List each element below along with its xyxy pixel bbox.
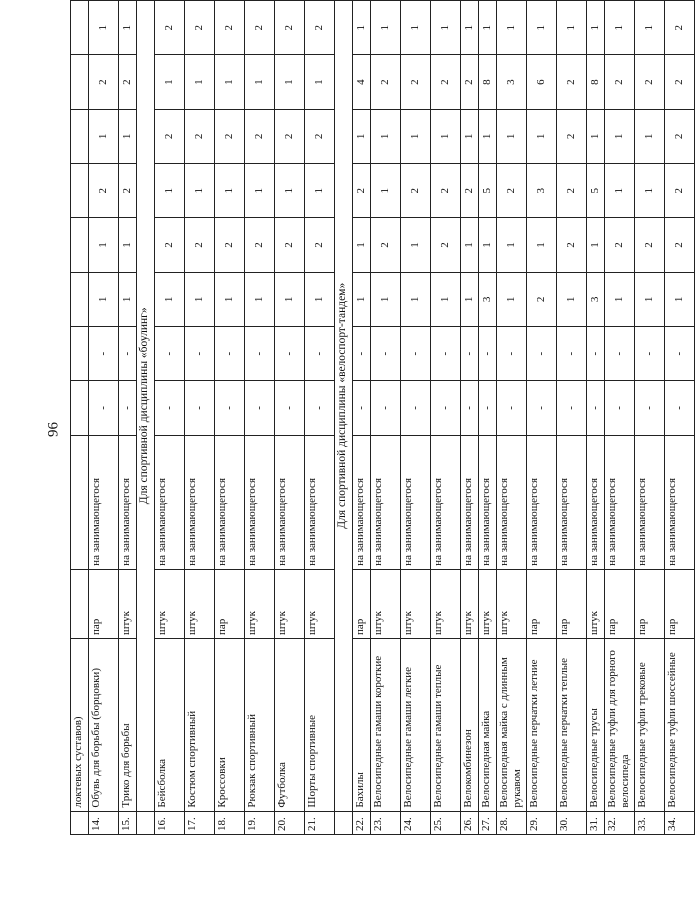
cell-c7: 2 <box>635 55 665 109</box>
cell-no: 20. <box>275 811 305 834</box>
cell-c3: 1 <box>401 272 431 326</box>
cell-c8: 1 <box>497 1 527 55</box>
cell-c4: 2 <box>185 218 215 272</box>
cell-unit: пар <box>353 569 371 638</box>
cell-c7: 1 <box>305 55 335 109</box>
cell-c8: 2 <box>665 1 695 55</box>
table-row <box>353 1 371 835</box>
cell-unit: пар <box>665 569 695 638</box>
cell-c4: 2 <box>605 218 635 272</box>
cell-unit: штук <box>587 569 605 638</box>
cell-c2: - <box>665 326 695 380</box>
cell-c8: 2 <box>245 1 275 55</box>
cell-name: Бейсболка <box>155 639 185 812</box>
cell-who: на занимающегося <box>155 435 185 569</box>
cell-c5: 1 <box>155 164 185 218</box>
cell-name: Велосипедная майка с длинным рукавом <box>497 639 527 812</box>
cell-c6: 1 <box>461 109 479 163</box>
table-row <box>497 1 527 835</box>
cell-name: Обувь для борьбы (борцовки) <box>89 639 119 812</box>
cell-who: на занимающегося <box>557 435 587 569</box>
cell-no <box>71 811 89 834</box>
cell-unit: штук <box>185 569 215 638</box>
table-row <box>119 1 137 835</box>
cell-c1: - <box>275 381 305 435</box>
cell-name: локтевых суставов) <box>71 639 89 812</box>
section-header-bowling: Для спортивной дисциплины «боулинг» <box>137 1 155 812</box>
cell-c6: 1 <box>89 109 119 163</box>
cell-unit: пар <box>557 569 587 638</box>
table-row <box>461 1 479 835</box>
cell-no: 28. <box>497 811 527 834</box>
cell-c4: 1 <box>497 218 527 272</box>
cell-c8: 1 <box>557 1 587 55</box>
cell-c4: 2 <box>557 218 587 272</box>
section-row-bowling <box>137 1 155 835</box>
cell-who: на занимающегося <box>527 435 557 569</box>
cell-c2: - <box>89 326 119 380</box>
cell-no: 24. <box>401 811 431 834</box>
cell-c1: - <box>497 381 527 435</box>
cell-name: Велосипедные туфли для горного велосипеда <box>605 639 635 812</box>
cell-unit: штук <box>461 569 479 638</box>
cell-c2: - <box>635 326 665 380</box>
cell-c4: 2 <box>305 218 335 272</box>
cell-c1: - <box>461 381 479 435</box>
cell-who: на занимающегося <box>635 435 665 569</box>
cell-c7: 1 <box>215 55 245 109</box>
cell-name: Велосипедные гамаши теплые <box>431 639 461 812</box>
cell-who: на занимающегося <box>371 435 401 569</box>
cell-c3: 1 <box>185 272 215 326</box>
cell-c6: 2 <box>665 109 695 163</box>
table-row <box>479 1 497 835</box>
cell-c5: 2 <box>665 164 695 218</box>
cell-who: на занимающегося <box>245 435 275 569</box>
cell-c7: 4 <box>353 55 371 109</box>
cell-c5: 5 <box>479 164 497 218</box>
cell-c1: - <box>371 381 401 435</box>
cell-no: 14. <box>89 811 119 834</box>
cell-c3: 1 <box>275 272 305 326</box>
cell-c5: 2 <box>557 164 587 218</box>
cell-c5: 1 <box>305 164 335 218</box>
cell-name: Костюм спортивный <box>185 639 215 812</box>
cell-c4: 2 <box>665 218 695 272</box>
cell-unit: штук <box>431 569 461 638</box>
cell-c7: 1 <box>245 55 275 109</box>
cell-c6: 1 <box>431 109 461 163</box>
page-number: 96 <box>45 422 62 437</box>
cell-unit: штук <box>371 569 401 638</box>
cell-unit: штук <box>275 569 305 638</box>
cell-unit: штук <box>497 569 527 638</box>
cell-c6: 2 <box>185 109 215 163</box>
cell-c8: 2 <box>215 1 245 55</box>
cell-c8: 1 <box>119 1 137 55</box>
cell-c2: - <box>119 326 137 380</box>
cell-unit: штук <box>305 569 335 638</box>
cell-no: 30. <box>557 811 587 834</box>
cell-c6: 1 <box>527 109 557 163</box>
cell-c1: - <box>89 381 119 435</box>
cell-c3: 1 <box>155 272 185 326</box>
table-row <box>155 1 185 835</box>
cell-no: 22. <box>353 811 371 834</box>
cell-who: на занимающегося <box>605 435 635 569</box>
cell-c8: 1 <box>527 1 557 55</box>
cell-name: Велосипедные перчатки теплые <box>557 639 587 812</box>
cell-unit: пар <box>635 569 665 638</box>
table-row <box>605 1 635 835</box>
table-row <box>215 1 245 835</box>
table-row <box>401 1 431 835</box>
cell-c4: 2 <box>635 218 665 272</box>
cell-c2: - <box>431 326 461 380</box>
cell-c3: 1 <box>605 272 635 326</box>
table-row <box>305 1 335 835</box>
table-body-b <box>155 1 335 835</box>
cell-no: 16. <box>155 811 185 834</box>
cell-c5: 1 <box>245 164 275 218</box>
cell-c4: 1 <box>527 218 557 272</box>
cell-name: Шорты спортивные <box>305 639 335 812</box>
cell-c6 <box>71 109 89 163</box>
cell-unit: штук <box>119 569 137 638</box>
cell-c5: 2 <box>119 164 137 218</box>
cell-c5: 3 <box>527 164 557 218</box>
cell-no: 21. <box>305 811 335 834</box>
table-row <box>275 1 305 835</box>
cell-c8: 1 <box>431 1 461 55</box>
cell-name: Велосипедная майка <box>479 639 497 812</box>
cell-who: на занимающегося <box>401 435 431 569</box>
cell-c5: 1 <box>185 164 215 218</box>
cell-c4: 2 <box>275 218 305 272</box>
cell-c4 <box>71 218 89 272</box>
cell-c3: 1 <box>119 272 137 326</box>
cell-c2: - <box>371 326 401 380</box>
cell-c4: 2 <box>215 218 245 272</box>
cell-name: Футболка <box>275 639 305 812</box>
cell-who: на занимающегося <box>215 435 245 569</box>
cell-c2: - <box>479 326 497 380</box>
cell-c4: 1 <box>353 218 371 272</box>
cell-c7: 2 <box>119 55 137 109</box>
cell-unit: штук <box>401 569 431 638</box>
cell-c7: 1 <box>275 55 305 109</box>
cell-c6: 1 <box>587 109 605 163</box>
cell-who: на занимающегося <box>353 435 371 569</box>
section-row-tandem <box>335 1 353 835</box>
cell-unit: пар <box>89 569 119 638</box>
cell-c7: 2 <box>401 55 431 109</box>
cell-c7: 2 <box>431 55 461 109</box>
cell-c5: 2 <box>89 164 119 218</box>
cell-c3: 1 <box>431 272 461 326</box>
table-row <box>185 1 215 835</box>
cell-no: 32. <box>605 811 635 834</box>
table-body-c <box>353 1 695 835</box>
cell-no: 25. <box>431 811 461 834</box>
cell-c6: 1 <box>401 109 431 163</box>
cell-c4: 1 <box>89 218 119 272</box>
cell-c2: - <box>215 326 245 380</box>
cell-c6: 1 <box>605 109 635 163</box>
table-row <box>431 1 461 835</box>
section-header-tandem: Для спортивной дисциплины «велоспорт-тандем» <box>335 1 353 812</box>
cell-c1: - <box>305 381 335 435</box>
cell-name: Трико для борьбы <box>119 639 137 812</box>
cell-c6: 2 <box>557 109 587 163</box>
cell-c7: 2 <box>89 55 119 109</box>
cell-unit: пар <box>527 569 557 638</box>
table-row <box>527 1 557 835</box>
cell-c3: 1 <box>305 272 335 326</box>
cell-c2: - <box>461 326 479 380</box>
cell-who: на занимающегося <box>305 435 335 569</box>
cell-c7: 2 <box>605 55 635 109</box>
cell-c2: - <box>401 326 431 380</box>
cell-c7: 3 <box>497 55 527 109</box>
cell-c4: 2 <box>245 218 275 272</box>
cell-who: на занимающегося <box>461 435 479 569</box>
cell-no: 15. <box>119 811 137 834</box>
cell-c7: 8 <box>587 55 605 109</box>
cell-c3: 1 <box>371 272 401 326</box>
cell-c1: - <box>479 381 497 435</box>
cell-c1: - <box>185 381 215 435</box>
cell-name: Рюкзак спортивный <box>245 639 275 812</box>
cell-unit: пар <box>215 569 245 638</box>
cell-name: Велосипедные перчатки летние <box>527 639 557 812</box>
cell-c2: - <box>305 326 335 380</box>
cell-c8: 1 <box>353 1 371 55</box>
cell-unit <box>71 569 89 638</box>
cell-c8: 2 <box>185 1 215 55</box>
cell-c7: 2 <box>557 55 587 109</box>
cell-c4: 1 <box>119 218 137 272</box>
cell-c1: - <box>587 381 605 435</box>
cell-no: 34. <box>665 811 695 834</box>
cell-c1: - <box>635 381 665 435</box>
cell-no: 31. <box>587 811 605 834</box>
cell-c5 <box>71 164 89 218</box>
cell-c7: 6 <box>527 55 557 109</box>
cell-c5: 2 <box>431 164 461 218</box>
cell-c2: - <box>557 326 587 380</box>
cell-c3: 1 <box>89 272 119 326</box>
cell-c7: 1 <box>185 55 215 109</box>
cell-who: на занимающегося <box>89 435 119 569</box>
cell-c5: 2 <box>401 164 431 218</box>
cell-c4: 1 <box>401 218 431 272</box>
cell-c1: - <box>527 381 557 435</box>
cell-c5: 2 <box>497 164 527 218</box>
cell-name: Бахилы <box>353 639 371 812</box>
cell-c5: 1 <box>635 164 665 218</box>
cell-c6: 1 <box>371 109 401 163</box>
cell-c4: 1 <box>479 218 497 272</box>
cell-name: Велосипедные туфли шоссейные <box>665 639 695 812</box>
cell-c2: - <box>587 326 605 380</box>
cell-c3: 1 <box>497 272 527 326</box>
cell-c2: - <box>353 326 371 380</box>
cell-no: 29. <box>527 811 557 834</box>
cell-c6: 2 <box>215 109 245 163</box>
cell-c5: 5 <box>587 164 605 218</box>
cell-c1: - <box>605 381 635 435</box>
cell-unit: пар <box>605 569 635 638</box>
cell-c1: - <box>665 381 695 435</box>
cell-c8: 2 <box>155 1 185 55</box>
cell-c5: 1 <box>215 164 245 218</box>
cell-c8: 2 <box>275 1 305 55</box>
cell-who: на занимающегося <box>665 435 695 569</box>
cell-c5: 1 <box>275 164 305 218</box>
cell-c6: 1 <box>119 109 137 163</box>
table-row <box>557 1 587 835</box>
cell-c3: 3 <box>587 272 605 326</box>
cell-c4: 2 <box>371 218 401 272</box>
cell-c1: - <box>401 381 431 435</box>
cell-c6: 2 <box>305 109 335 163</box>
cell-no: 23. <box>371 811 401 834</box>
cell-who: на занимающегося <box>185 435 215 569</box>
cell-c1: - <box>215 381 245 435</box>
cell-no: 18. <box>215 811 245 834</box>
cell-who: на занимающегося <box>119 435 137 569</box>
cell-c4: 1 <box>461 218 479 272</box>
cell-c7 <box>71 55 89 109</box>
cell-no: 17. <box>185 811 215 834</box>
cell-c2: - <box>155 326 185 380</box>
cell-c2 <box>71 326 89 380</box>
table-row <box>71 1 89 835</box>
table-row <box>635 1 665 835</box>
cell-who: на занимающегося <box>497 435 527 569</box>
cell-c3: 1 <box>635 272 665 326</box>
cell-c1: - <box>245 381 275 435</box>
table-row <box>89 1 119 835</box>
cell-c4: 2 <box>155 218 185 272</box>
cell-c7: 2 <box>461 55 479 109</box>
cell-c3: 2 <box>527 272 557 326</box>
cell-c3: 1 <box>557 272 587 326</box>
equipment-table-sheet <box>70 0 686 835</box>
table-body-a <box>71 1 137 835</box>
cell-no: 33. <box>635 811 665 834</box>
cell-unit: штук <box>479 569 497 638</box>
cell-c6: 1 <box>353 109 371 163</box>
cell-name: Велосипедные туфли трековые <box>635 639 665 812</box>
cell-name: Велокомбинезон <box>461 639 479 812</box>
cell-c8: 1 <box>587 1 605 55</box>
cell-who: на занимающегося <box>587 435 605 569</box>
cell-c6: 2 <box>275 109 305 163</box>
cell-c8: 1 <box>401 1 431 55</box>
cell-c3 <box>71 272 89 326</box>
cell-c3: 1 <box>215 272 245 326</box>
cell-c1: - <box>557 381 587 435</box>
table-row <box>371 1 401 835</box>
cell-c7: 1 <box>155 55 185 109</box>
cell-c8: 1 <box>605 1 635 55</box>
cell-c7: 2 <box>665 55 695 109</box>
cell-who <box>71 435 89 569</box>
cell-c8: 1 <box>89 1 119 55</box>
cell-c8: 2 <box>305 1 335 55</box>
cell-c6: 2 <box>245 109 275 163</box>
cell-c2: - <box>605 326 635 380</box>
cell-c2: - <box>275 326 305 380</box>
cell-c6: 1 <box>479 109 497 163</box>
cell-c8: 1 <box>479 1 497 55</box>
cell-c1: - <box>119 381 137 435</box>
cell-c2: - <box>497 326 527 380</box>
cell-c1: - <box>155 381 185 435</box>
cell-c6: 1 <box>497 109 527 163</box>
cell-name: Велосипедные трусы <box>587 639 605 812</box>
cell-c2: - <box>185 326 215 380</box>
cell-c1: - <box>431 381 461 435</box>
cell-name: Велосипедные гамаши короткие <box>371 639 401 812</box>
cell-c7: 8 <box>479 55 497 109</box>
cell-c4: 2 <box>431 218 461 272</box>
cell-c5: 2 <box>353 164 371 218</box>
cell-unit: штук <box>245 569 275 638</box>
cell-c6: 2 <box>155 109 185 163</box>
cell-c1 <box>71 381 89 435</box>
cell-c6: 1 <box>635 109 665 163</box>
cell-no: 27. <box>479 811 497 834</box>
cell-c4: 1 <box>587 218 605 272</box>
cell-c2: - <box>527 326 557 380</box>
cell-c7: 2 <box>371 55 401 109</box>
cell-c8 <box>71 1 89 55</box>
cell-c2: - <box>245 326 275 380</box>
table-row <box>665 1 695 835</box>
table-row <box>587 1 605 835</box>
cell-c3: 3 <box>479 272 497 326</box>
cell-c5: 1 <box>371 164 401 218</box>
cell-c3: 1 <box>353 272 371 326</box>
cell-no: 26. <box>461 811 479 834</box>
cell-unit: штук <box>155 569 185 638</box>
cell-c1: - <box>353 381 371 435</box>
cell-who: на занимающегося <box>275 435 305 569</box>
cell-who: на занимающегося <box>479 435 497 569</box>
cell-name: Кроссовки <box>215 639 245 812</box>
cell-c3: 1 <box>665 272 695 326</box>
cell-c5: 2 <box>461 164 479 218</box>
cell-who: на занимающегося <box>431 435 461 569</box>
cell-name: Велосипедные гамаши легкие <box>401 639 431 812</box>
cell-no: 19. <box>245 811 275 834</box>
cell-c8: 1 <box>371 1 401 55</box>
cell-c3: 1 <box>461 272 479 326</box>
cell-c3: 1 <box>245 272 275 326</box>
cell-c5: 1 <box>605 164 635 218</box>
table-row <box>245 1 275 835</box>
equipment-table <box>70 0 695 835</box>
cell-c8: 1 <box>635 1 665 55</box>
cell-c8: 1 <box>461 1 479 55</box>
